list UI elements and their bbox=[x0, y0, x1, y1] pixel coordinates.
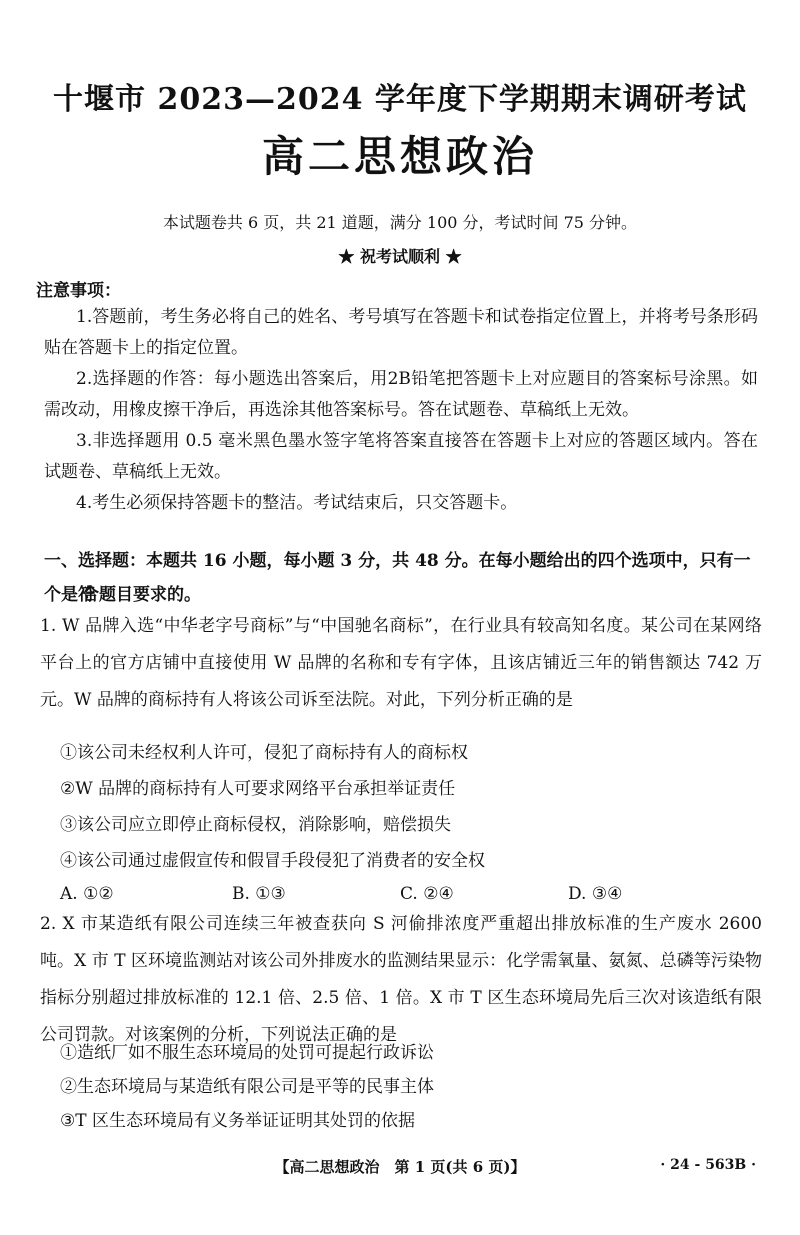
notice-item: 2.选择题的作答：每小题选出答案后，用2B铅笔把答题卡上对应题目的答案标号涂黑。如需改动，用橡皮擦干净后，再选涂其他答案标号。答在试题卷、草稿纸上无效。 bbox=[44, 369, 758, 420]
section-heading: 一、选择题：本题共 16 小题，每小题 3 分，共 48 分。在每小题给出的四个选项中，只有一个是符 bbox=[44, 551, 751, 605]
choice-d: D. ③④ bbox=[568, 884, 623, 904]
question-1-option: ①该公司未经权利人许可，侵犯了商标持有人的商标权 bbox=[60, 743, 468, 763]
subject-title: 高二思想政治 bbox=[261, 132, 538, 181]
notice-heading: 注意事项： bbox=[36, 281, 121, 301]
good-luck-banner: ★ 祝考试顺利 ★ bbox=[338, 247, 462, 266]
paper-code: · 24 - 563B · bbox=[660, 1157, 756, 1173]
exam-info: 本试题卷共 6 页，共 21 道题，满分 100 分，考试时间 75 分钟。 bbox=[162, 213, 638, 232]
notice-item: 3.非选择题用 0.5 毫米黑色墨水签字笔将答案直接答在答题卡上对应的答题区域内。答在试题卷、草稿纸上无效。 bbox=[44, 431, 758, 482]
page-footer: 【高二思想政治 第 1 页(共 6 页)】 bbox=[274, 1158, 526, 1176]
choice-c: C. ②④ bbox=[400, 884, 454, 904]
question-2-stem: 2. X 市某造纸有限公司连续三年被查获向 S 河偷排浓度严重超出排放标准的生产废水 2600 吨。X 市 T 区环境监测站对该公司外排废水的监测结果显示：化学需氧量、氨氮、总磷等污染物指标分别超过排放标准的 12.1 倍、2.5 倍、1 倍。X 市 T 区生态环境局先后三次对该造纸有限公司罚款。对该案例的分析，下列说法正确的是 bbox=[40, 914, 762, 1045]
question-1-stem: 1. W 品牌入选“中华老字号商标”与“中国驰名商标”，在行业具有较高知名度。某公司在某网络平台上的官方店铺中直接使用 W 品牌的名称和专有字体，且该店铺近三年的销售额达 742 万元。W 品牌的商标持有人将该公司诉至法院。对此，下列分析正确的是 bbox=[40, 616, 762, 710]
notice-item: 4.考生必须保持答题卡的整洁。考试结束后，只交答题卡。 bbox=[76, 493, 518, 513]
question-1-option: ④该公司通过虚假宣传和假冒手段侵犯了消费者的安全权 bbox=[60, 851, 485, 871]
notice-item: 1.答题前，考生务必将自己的姓名、考号填写在答题卡和试卷指定位置上，并将考号条形码贴在答题卡上的指定位置。 bbox=[44, 307, 758, 358]
choice-a: A. ①② bbox=[60, 884, 114, 904]
choice-b: B. ①③ bbox=[232, 884, 286, 904]
question-1-option: ③该公司应立即停止商标侵权，消除影响，赔偿损失 bbox=[60, 815, 451, 835]
question-2-option: ②生态环境局与某造纸有限公司是平等的民事主体 bbox=[60, 1077, 434, 1097]
section-heading-cont: 合题目要求的。 bbox=[82, 585, 201, 605]
exam-title: 十堰市 2023—2024 学年度下学期期末调研考试 bbox=[53, 82, 747, 117]
question-2-option: ③T 区生态环境局有义务举证证明其处罚的依据 bbox=[60, 1111, 415, 1131]
question-1-option: ②W 品牌的商标持有人可要求网络平台承担举证责任 bbox=[60, 779, 456, 799]
question-2-option: ①造纸厂如不服生态环境局的处罚可提起行政诉讼 bbox=[60, 1043, 434, 1063]
